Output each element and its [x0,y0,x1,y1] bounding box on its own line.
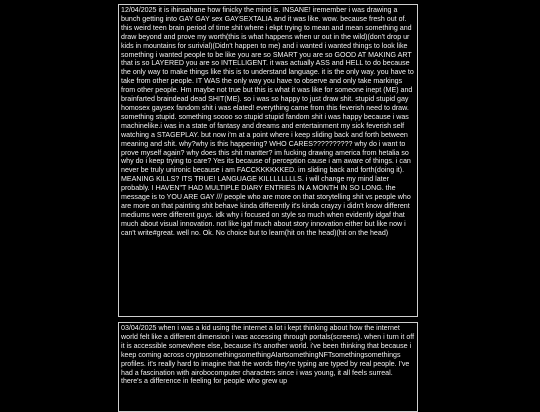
diary-entry-1 [118,4,418,317]
diary-entry-2 [118,322,418,412]
diary-entry-text: 03/04/2025 when i was a kid using the internet a lot i kept thinking about how the internet world felt like a different dimension i was accessing through portals(screens). when i turn it off it is accessible somewhere else, because it's another world. i've been thinking that because i keep coming across cryptosomethingsomethingAIartsomethingNFTsomethingsomethings profiles. it's really hard to imagine that the words they're typing are typed by real people. I've had a fascination with airobocomputer characters since i was young, it all feels surreal. there's a difference in feeling for people who grew up [121,324,415,386]
diary-entry-text: 12/04/2025 it is ihinsahane how finicky the mind is. INSANE! iremember i was drawing a bunch getting into GAY GAY sex GAYSEXTALIA and it was like. wow. because fresh out of. this weird teen brain period of time shit where i ekpt trying to mean and mean something and draw beyond and prove my worth(this is what happens when ur out in the wild)(don't drop ur kids in mountains for surivial)(Didn't happen to me) and i wanted i wanted things to look like something i wanted people to be like you are so SMART you are so GOOD AT MAKING ART that is so LAYERED you are so INTELLIGENT. it was actually ASS and HELL to do because the only way to make things like this is to understand language. it is the only way. you have to take from other people. IT WAS the only way you have to observe and only take markings from other people. Hm maybe not true but this is what it was like for someone inept (ME) and brainfarted braindead dead SHIT(ME). so i was so happy to just draw shit. stupid stupid gay homosex gaysex fandom shit i was elated! everything came from this feverish need to draw. something stupid. something soooo so stupid stupid fandom shit i was happy because i was machinelike.i was in a state of fantasy and dreams and entertainment my sick feverish self watching a STAGEPLAY. but now i'm at a point where i keep sliding back and forth between meaning and shit. why?why is this happening? WHO CARES?????????? why do i want to prove myself again? why does this shit mantter? im fucking drawing america from hetalia so why do i keep trying to care? Yes its because of perception cause i am aware of things. i can never be truly unironic because i am FACCKKKKKKED. im sliding back and forth(doing it). MEANING KILLS? ITS TRUE! LANGUAGE KILLLLLLLLS. i will change my mind later probably. I HAVEN"T HAD MULTIPLE DIARY ENTRIES IN A MONTH IN SO LONG. the message is to YOU ARE GAY /// people who are more on that storytelling shit vs people who are more on that painting shit behave kinda differently it's kinda crayzy i didn't know different mediums were different guys. idk why i focused on style so much when evidently idgaf that much about visual innovation. not like igaf much about story innovation either but like now i can't write#great. well no. Ok. No choice but to learn(hit on the head)(hit on the head) [121,6,414,237]
